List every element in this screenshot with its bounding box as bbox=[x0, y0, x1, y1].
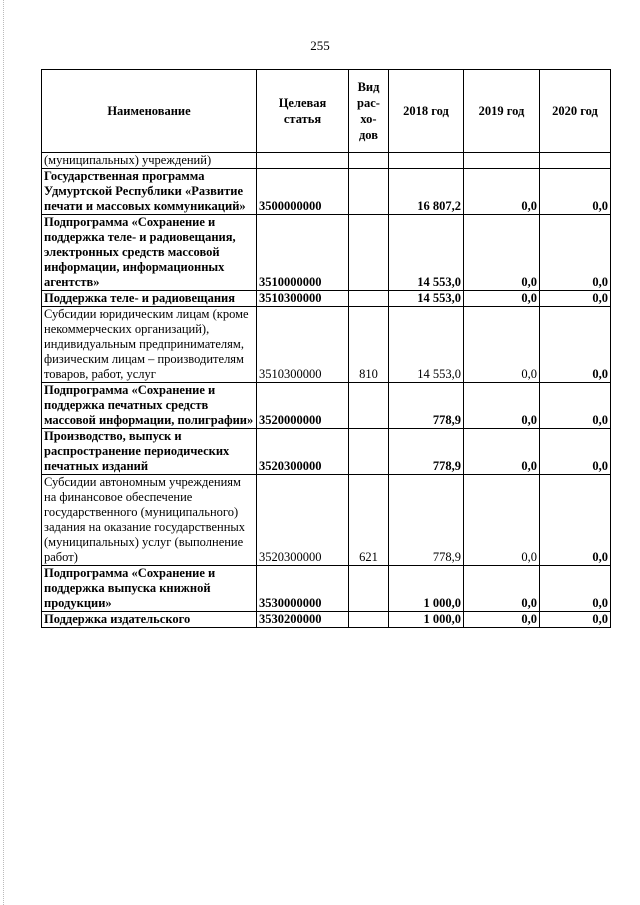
cell-name: Государственная программа Удмуртской Республики «Развитие печати и массовых коммуникаций» bbox=[42, 169, 257, 215]
cell-name: Подпрограмма «Сохранение и поддержка теле- и радиовещания, электронных средств массовой информации, информационных агентств» bbox=[42, 215, 257, 291]
table-row bbox=[42, 215, 611, 291]
cell-name: Поддержка издательского bbox=[42, 612, 257, 628]
cell-expense-type: 810 bbox=[349, 307, 389, 383]
cell-2018: 14 553,0 bbox=[389, 291, 464, 307]
header-name: Наименование bbox=[42, 70, 257, 153]
cell-2018: 778,9 bbox=[389, 383, 464, 429]
cell-2020: 0,0 bbox=[540, 566, 611, 612]
cell-name: Подпрограмма «Сохранение и поддержка печатных средств массовой информации, полиграфии» bbox=[42, 383, 257, 429]
cell-target-article: 3530000000 bbox=[257, 566, 349, 612]
cell-2019 bbox=[464, 153, 540, 169]
cell-target-article: 3520300000 bbox=[257, 475, 349, 566]
cell-expense-type bbox=[349, 429, 389, 475]
table-row bbox=[42, 612, 611, 628]
cell-2019: 0,0 bbox=[464, 215, 540, 291]
cell-expense-type bbox=[349, 383, 389, 429]
cell-2020: 0,0 bbox=[540, 383, 611, 429]
cell-target-article: 3530200000 bbox=[257, 612, 349, 628]
table-row bbox=[42, 291, 611, 307]
header-vid bbox=[349, 70, 389, 153]
cell-2020: 0,0 bbox=[540, 429, 611, 475]
cell-2019: 0,0 bbox=[464, 169, 540, 215]
cell-name: (муниципальных) учреждений) bbox=[42, 153, 257, 169]
budget-table bbox=[41, 69, 611, 628]
header-code bbox=[257, 70, 349, 153]
cell-2018: 1 000,0 bbox=[389, 566, 464, 612]
cell-expense-type bbox=[349, 215, 389, 291]
cell-2018: 14 553,0 bbox=[389, 307, 464, 383]
header-2019: 2019 год bbox=[464, 70, 540, 153]
cell-name: Субсидии автономным учреждениям на финансовое обеспечение государственного (муниципального) задания на оказание государственных (муниципальных) услуг (выполнение работ) bbox=[42, 475, 257, 566]
cell-2019: 0,0 bbox=[464, 612, 540, 628]
header-2018: 2018 год bbox=[389, 70, 464, 153]
cell-2019: 0,0 bbox=[464, 429, 540, 475]
cell-2020: 0,0 bbox=[540, 612, 611, 628]
page-edge-dots bbox=[3, 0, 5, 905]
cell-name: Поддержка теле- и радиовещания bbox=[42, 291, 257, 307]
cell-2018: 778,9 bbox=[389, 475, 464, 566]
cell-target-article: 3520300000 bbox=[257, 429, 349, 475]
cell-2018: 16 807,2 bbox=[389, 169, 464, 215]
cell-2020: 0,0 bbox=[540, 307, 611, 383]
table-row bbox=[42, 566, 611, 612]
table-row bbox=[42, 383, 611, 429]
cell-name: Субсидии юридическим лицам (кроме некоммерческих организаций), индивидуальным предпринимателям, физическим лицам – производителям товаров, работ, услуг bbox=[42, 307, 257, 383]
table-body bbox=[42, 153, 611, 628]
cell-2020: 0,0 bbox=[540, 215, 611, 291]
cell-2019: 0,0 bbox=[464, 307, 540, 383]
cell-2018: 14 553,0 bbox=[389, 215, 464, 291]
cell-2018 bbox=[389, 153, 464, 169]
cell-target-article: 3510300000 bbox=[257, 291, 349, 307]
table-row bbox=[42, 307, 611, 383]
cell-2019: 0,0 bbox=[464, 475, 540, 566]
table-row bbox=[42, 169, 611, 215]
cell-2020: 0,0 bbox=[540, 291, 611, 307]
cell-expense-type: 621 bbox=[349, 475, 389, 566]
cell-expense-type bbox=[349, 169, 389, 215]
table-row bbox=[42, 153, 611, 169]
cell-expense-type bbox=[349, 612, 389, 628]
cell-2020 bbox=[540, 153, 611, 169]
cell-target-article: 3500000000 bbox=[257, 169, 349, 215]
cell-expense-type bbox=[349, 153, 389, 169]
cell-name: Подпрограмма «Сохранение и поддержка выпуска книжной продукции» bbox=[42, 566, 257, 612]
cell-2018: 778,9 bbox=[389, 429, 464, 475]
cell-target-article: 3520000000 bbox=[257, 383, 349, 429]
table-row bbox=[42, 429, 611, 475]
cell-2020: 0,0 bbox=[540, 169, 611, 215]
header-2020: 2020 год bbox=[540, 70, 611, 153]
page-number: 255 bbox=[310, 38, 330, 53]
cell-name: Производство, выпуск и распространение периодических печатных изданий bbox=[42, 429, 257, 475]
cell-target-article: 3510300000 bbox=[257, 307, 349, 383]
cell-2019: 0,0 bbox=[464, 566, 540, 612]
cell-2019: 0,0 bbox=[464, 383, 540, 429]
table-row bbox=[42, 475, 611, 566]
cell-2019: 0,0 bbox=[464, 291, 540, 307]
header-vid-label: Вид рас-хо-дов bbox=[357, 80, 380, 142]
table-header-row bbox=[42, 70, 611, 153]
cell-expense-type bbox=[349, 566, 389, 612]
cell-target-article bbox=[257, 153, 349, 169]
header-code-label: Целевая статья bbox=[278, 96, 327, 126]
cell-expense-type bbox=[349, 291, 389, 307]
cell-target-article: 3510000000 bbox=[257, 215, 349, 291]
cell-2018: 1 000,0 bbox=[389, 612, 464, 628]
cell-2020: 0,0 bbox=[540, 475, 611, 566]
